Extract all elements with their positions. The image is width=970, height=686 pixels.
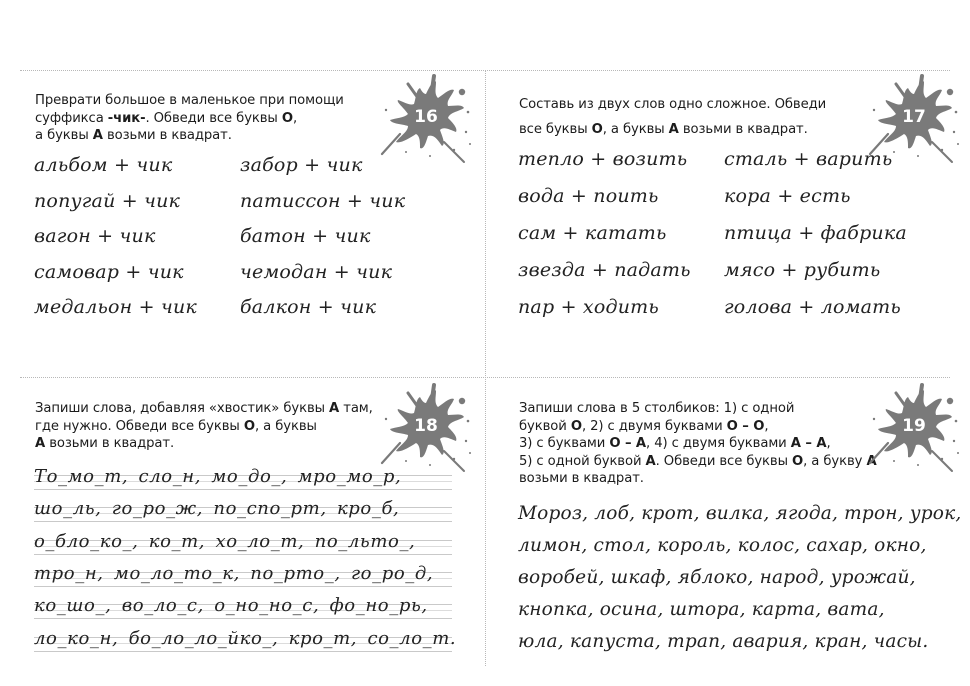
word-pair: сталь + варить <box>724 148 893 170</box>
instruction-text: где нужно. Обведи все буквы <box>35 418 244 434</box>
exercise-number: 16 <box>414 107 438 127</box>
instruction-emphasis: -чик- <box>107 110 146 126</box>
ruling-line <box>34 618 452 619</box>
exercise-number: 18 <box>414 416 438 436</box>
instruction-emphasis: О – О <box>726 418 765 434</box>
splat-droplet <box>873 418 875 420</box>
word-list-line: Мороз, лоб, крот, вилка, ягода, трон, урок, <box>518 503 962 524</box>
splat-droplet <box>459 89 465 95</box>
splat-streak <box>408 84 418 98</box>
instruction-line <box>35 127 375 145</box>
word-list-line: воробей, шкаф, яблоко, народ, урожай, <box>518 567 916 588</box>
fill-in-words: тро_н, мо_ло_то_к, по_рто_, го_ро_д, <box>34 562 434 584</box>
instruction-text: возьми в квадрат. <box>678 122 808 137</box>
instruction-text: , <box>764 418 769 434</box>
splat-streak <box>932 451 952 471</box>
splat-droplet <box>465 131 467 133</box>
instruction-text: 5) с одной буквой <box>519 453 646 469</box>
splat-streak <box>382 443 400 463</box>
word-pair: забор + чик <box>240 154 363 176</box>
word-pair: мясо + рубить <box>724 259 881 281</box>
word-pair: альбом + чик <box>34 154 173 176</box>
splat-badge-18 <box>378 381 474 473</box>
splat-droplet <box>467 111 470 114</box>
word-pair: чемодан + чик <box>240 260 393 283</box>
lined-row <box>34 498 452 528</box>
splat-droplet <box>469 452 471 454</box>
instruction-line <box>519 117 869 142</box>
instruction-line <box>519 400 919 418</box>
splat-badge-19 <box>866 381 962 473</box>
exercise-16-instruction <box>35 92 375 145</box>
instruction-emphasis: О – А <box>609 436 647 451</box>
instruction-emphasis: А <box>645 453 656 469</box>
instruction-emphasis: А <box>92 128 103 143</box>
splat-streak <box>896 84 906 98</box>
instruction-text: , а буквы <box>254 418 317 434</box>
instruction-text: Преврати большое в маленькое при помощи <box>35 93 344 108</box>
word-pair: вагон + чик <box>34 225 156 247</box>
word-pair: тепло + возить <box>518 148 688 170</box>
splat-badge-16 <box>378 72 474 164</box>
splat-streak <box>896 393 906 407</box>
exercise-18-instruction <box>35 400 395 453</box>
instruction-text: 3) с буквами <box>519 436 610 451</box>
exercise-number: 19 <box>902 416 926 436</box>
word-pair: вода + поить <box>518 185 659 207</box>
splat-streak <box>920 76 922 90</box>
instruction-text: возьми в квадрат. <box>102 128 232 143</box>
instruction-emphasis: А <box>866 453 877 469</box>
splat-droplet <box>385 418 387 420</box>
splat-streak <box>920 385 922 399</box>
splat-droplet <box>917 155 919 157</box>
instruction-text: Запиши слова в 5 столбиков: 1) с одной <box>519 401 795 416</box>
instruction-text: . Обведи все буквы <box>145 110 282 126</box>
exercise-number: 17 <box>902 107 926 127</box>
instruction-emphasis: А – А <box>790 436 827 451</box>
instruction-text: , 2) с двумя буквами <box>581 418 727 434</box>
instruction-line <box>519 418 919 436</box>
fill-in-words: То_мо_т, сло_н, мо_до_, мро_мо_р, <box>34 466 402 487</box>
instruction-text: . Обведи все буквы <box>655 453 792 469</box>
exercise-17-instruction <box>519 92 869 142</box>
instruction-line <box>519 453 919 471</box>
splat-droplet <box>955 420 958 423</box>
fill-in-words: шо_ль, го_ро_ж, по_спо_рт, кро_б, <box>34 498 400 520</box>
instruction-text: Составь из двух слов одно сложное. Обведи <box>519 97 827 112</box>
word-pair: птица + фабрика <box>724 222 907 244</box>
ruling-line <box>34 554 452 555</box>
instruction-text: возьми в квадрат. <box>519 471 644 486</box>
splat-droplet <box>957 143 959 145</box>
instruction-text: там, <box>339 401 373 416</box>
ruling-line <box>34 489 452 490</box>
splat-droplet <box>453 458 455 460</box>
splat-droplet <box>429 155 431 157</box>
instruction-line <box>35 92 375 110</box>
instruction-text: , 4) с двумя буквами <box>646 436 791 451</box>
splat-droplet <box>465 440 467 442</box>
word-pair: голова + ломать <box>724 296 901 318</box>
instruction-line <box>35 400 395 418</box>
splat-streak <box>382 134 400 154</box>
splat-droplet <box>953 131 955 133</box>
lined-row <box>34 531 452 561</box>
instruction-emphasis: О <box>281 110 293 126</box>
splat-droplet <box>947 398 953 404</box>
splat-droplet <box>385 109 387 111</box>
instruction-text: , а букву <box>803 453 867 469</box>
instruction-line <box>35 418 395 436</box>
instruction-line <box>519 92 869 117</box>
word-pair: балкон + чик <box>240 296 377 318</box>
instruction-line <box>35 110 375 128</box>
instruction-text: Запиши слова, добавляя «хвостик» буквы <box>35 401 330 416</box>
splat-droplet <box>947 89 953 95</box>
splat-droplet <box>873 109 875 111</box>
splat-droplet <box>941 149 943 151</box>
instruction-line <box>519 470 919 488</box>
instruction-text: , <box>292 110 298 126</box>
splat-droplet <box>405 151 407 153</box>
fill-in-words: о_бло_ко_, ко_т, хо_ло_т, по_льто_, <box>34 530 416 552</box>
word-list-line: кнопка, осина, штора, карта, вата, <box>518 599 885 620</box>
instruction-text: все буквы <box>519 122 592 137</box>
instruction-line <box>35 435 395 453</box>
splat-droplet <box>953 440 955 442</box>
word-pair: звезда + падать <box>518 259 691 281</box>
ruling-line <box>34 521 452 522</box>
word-pair: самовар + чик <box>34 260 184 283</box>
word-pair: пар + ходить <box>518 296 659 318</box>
instruction-text: , а буквы <box>602 122 669 137</box>
instruction-emphasis: А <box>35 436 46 451</box>
word-pair: патиссон + чик <box>240 189 406 212</box>
instruction-emphasis: А <box>329 401 340 416</box>
fill-in-words: ко_шо_, во_ло_с, о_но_но_с, фо_но_рь, <box>34 595 428 617</box>
fill-in-words: ло_ко_н, бо_ло_ло_йко_, кро_т, со_ло_т. <box>34 627 457 649</box>
instruction-text: а буквы <box>35 128 93 143</box>
instruction-emphasis: О <box>243 418 255 434</box>
lined-row <box>34 466 452 496</box>
instruction-text: суффикса <box>35 110 108 126</box>
splat-droplet <box>955 111 958 114</box>
word-list-line: лимон, стол, король, колос, сахар, окно, <box>518 535 927 556</box>
splat-droplet <box>467 420 470 423</box>
word-pair: кора + есть <box>724 185 851 207</box>
instruction-line <box>519 435 919 453</box>
splat-droplet <box>941 458 943 460</box>
splat-droplet <box>893 151 895 153</box>
word-pair: попугай + чик <box>34 189 181 212</box>
splat-droplet <box>893 460 895 462</box>
instruction-text: буквой <box>519 418 571 434</box>
ruling-line <box>34 651 452 652</box>
word-pair: сам + катать <box>518 222 667 244</box>
instruction-emphasis: О <box>570 418 582 434</box>
instruction-emphasis: А <box>668 122 679 137</box>
splat-droplet <box>405 460 407 462</box>
splat-droplet <box>453 149 455 151</box>
splat-streak <box>432 76 434 90</box>
instruction-text: , <box>826 436 831 451</box>
lined-row <box>34 563 452 593</box>
splat-streak <box>408 393 418 407</box>
instruction-text: возьми в квадрат. <box>45 436 175 451</box>
lined-row <box>34 627 457 658</box>
splat-streak <box>870 443 888 463</box>
instruction-emphasis: О <box>792 453 804 469</box>
ruling-line <box>34 586 452 587</box>
word-pair: батон + чик <box>240 225 371 247</box>
instruction-emphasis: О <box>591 122 603 137</box>
splat-droplet <box>469 143 471 145</box>
word-list-line: юла, капуста, трап, авария, кран, часы. <box>518 631 929 652</box>
splat-streak <box>932 142 952 162</box>
exercise-19-instruction <box>519 400 919 488</box>
splat-droplet <box>917 464 919 466</box>
splat-streak <box>444 142 464 162</box>
splat-droplet <box>957 452 959 454</box>
splat-streak <box>432 385 434 399</box>
word-pair: медальон + чик <box>34 296 197 318</box>
splat-droplet <box>459 398 465 404</box>
center-divider <box>485 70 486 666</box>
lined-row <box>34 595 452 625</box>
